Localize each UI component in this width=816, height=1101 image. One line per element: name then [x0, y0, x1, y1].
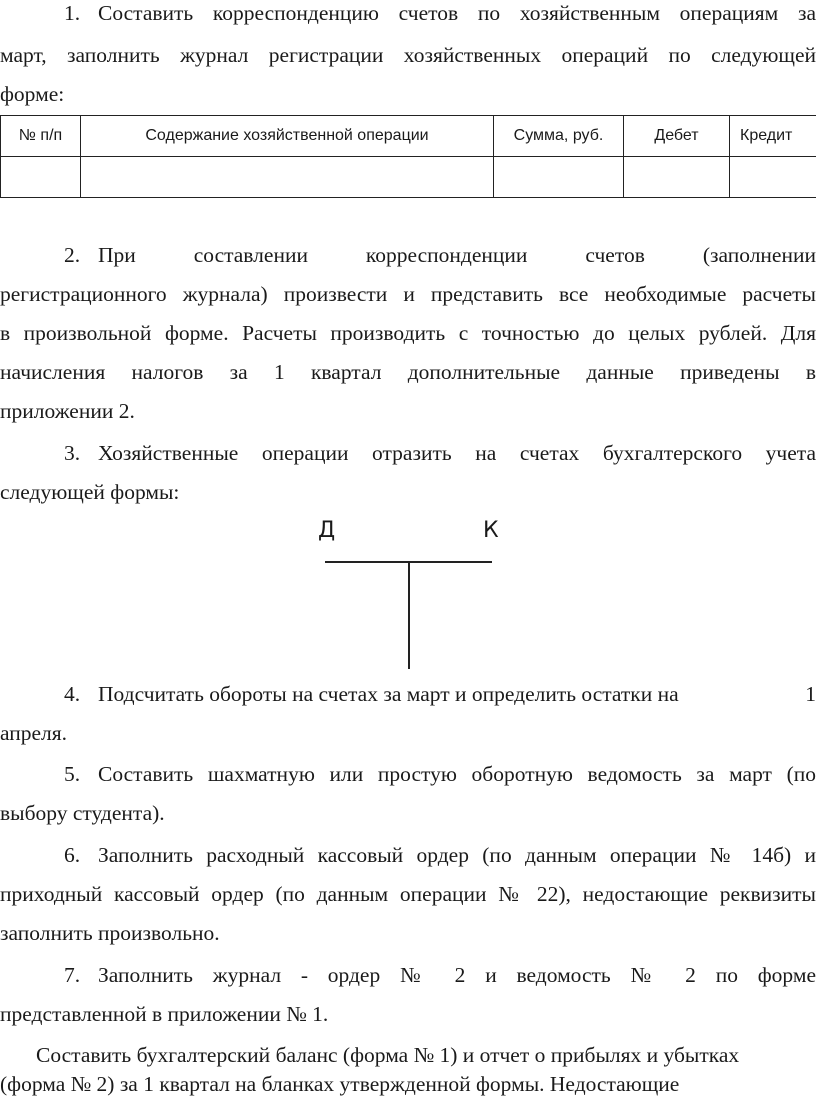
item-5-line-1: [0, 755, 816, 794]
table-cell: [1, 157, 81, 198]
item-1-line-1: [0, 0, 816, 33]
item-7-text-1: Заполнить журнал - ордер № 2 и ведомость № 2 по форме: [98, 963, 816, 987]
col-credit: Кредит: [730, 116, 816, 157]
col-number: № п/п: [1, 116, 81, 157]
journal-table: [0, 115, 816, 198]
journal-header-row: [1, 116, 816, 157]
item-2-line-3: в произвольной форме. Расчеты производить с точностью до целых рублей. Для: [0, 314, 816, 353]
col-debit: Дебет: [624, 116, 730, 157]
item-4-line-1: [0, 675, 816, 714]
item-4-text-end: 1: [805, 675, 816, 714]
item-3-text-1: Хозяйственные операции отразить на счетах бухгалтерского учета: [98, 441, 816, 465]
table-cell: [624, 157, 730, 198]
final-line-1: Составить бухгалтерский баланс (форма № 1) и отчет о прибылях и убытках: [0, 1038, 816, 1072]
t-account-debit-label: Д: [318, 518, 335, 543]
item-1-line-2: март, заполнить журнал регистрации хозяйственных операций по следующей: [0, 36, 816, 75]
item-1-line-3: форме:: [0, 75, 816, 114]
item-5-line-2: выбору студента).: [0, 794, 816, 833]
item-4-line-2: апреля.: [0, 714, 816, 753]
item-2-line-4: начисления налогов за 1 квартал дополнительные данные приведены в: [0, 353, 816, 392]
table-cell: [81, 157, 494, 198]
item-4-number: 4.: [64, 675, 98, 714]
item-6-number: 6.: [64, 836, 98, 875]
item-6-text-1: Заполнить расходный кассовый ордер (по данным операции № 14б) и: [98, 843, 816, 867]
t-account-credit-label: К: [483, 518, 499, 543]
final-line-2: (форма № 2) за 1 квартал на бланках утвержденной формы. Недостающие: [0, 1067, 816, 1101]
item-2-text-1: При составлении корреспонденции счетов (заполнении: [98, 243, 816, 267]
item-1-number: 1.: [64, 0, 98, 33]
table-cell: [730, 157, 816, 198]
item-2-line-2: регистрационного журнала) произвести и представить все необходимые расчеты: [0, 275, 816, 314]
item-7-number: 7.: [64, 956, 98, 995]
item-7-line-1: [0, 956, 816, 995]
item-3-line-2: следующей формы:: [0, 473, 816, 512]
item-3-number: 3.: [64, 434, 98, 473]
item-4-text-1: Подсчитать обороты на счетах за март и определить остатки на: [98, 682, 679, 706]
col-content: Содержание хозяйственной операции: [81, 116, 494, 157]
item-2-number: 2.: [64, 236, 98, 275]
col-amount: Сумма, руб.: [494, 116, 624, 157]
item-6-line-2: приходный кассовый ордер (по данным операции № 22), недостающие реквизиты: [0, 875, 816, 914]
item-5-text-1: Составить шахматную или простую оборотную ведомость за март (по: [98, 762, 816, 786]
item-2-line-5: приложении 2.: [0, 392, 816, 431]
item-6-line-3: заполнить произвольно.: [0, 914, 816, 953]
item-7-line-2: представленной в приложении № 1.: [0, 995, 816, 1034]
item-6-line-1: [0, 836, 816, 875]
item-3-line-1: [0, 434, 816, 473]
item-1-text-1: Составить корреспонденцию счетов по хозяйственным операциям за: [98, 1, 816, 25]
t-account-vertical-line: [408, 562, 410, 669]
table-row: [1, 157, 816, 198]
table-cell: [494, 157, 624, 198]
item-2-line-1: [0, 236, 816, 275]
item-5-number: 5.: [64, 755, 98, 794]
